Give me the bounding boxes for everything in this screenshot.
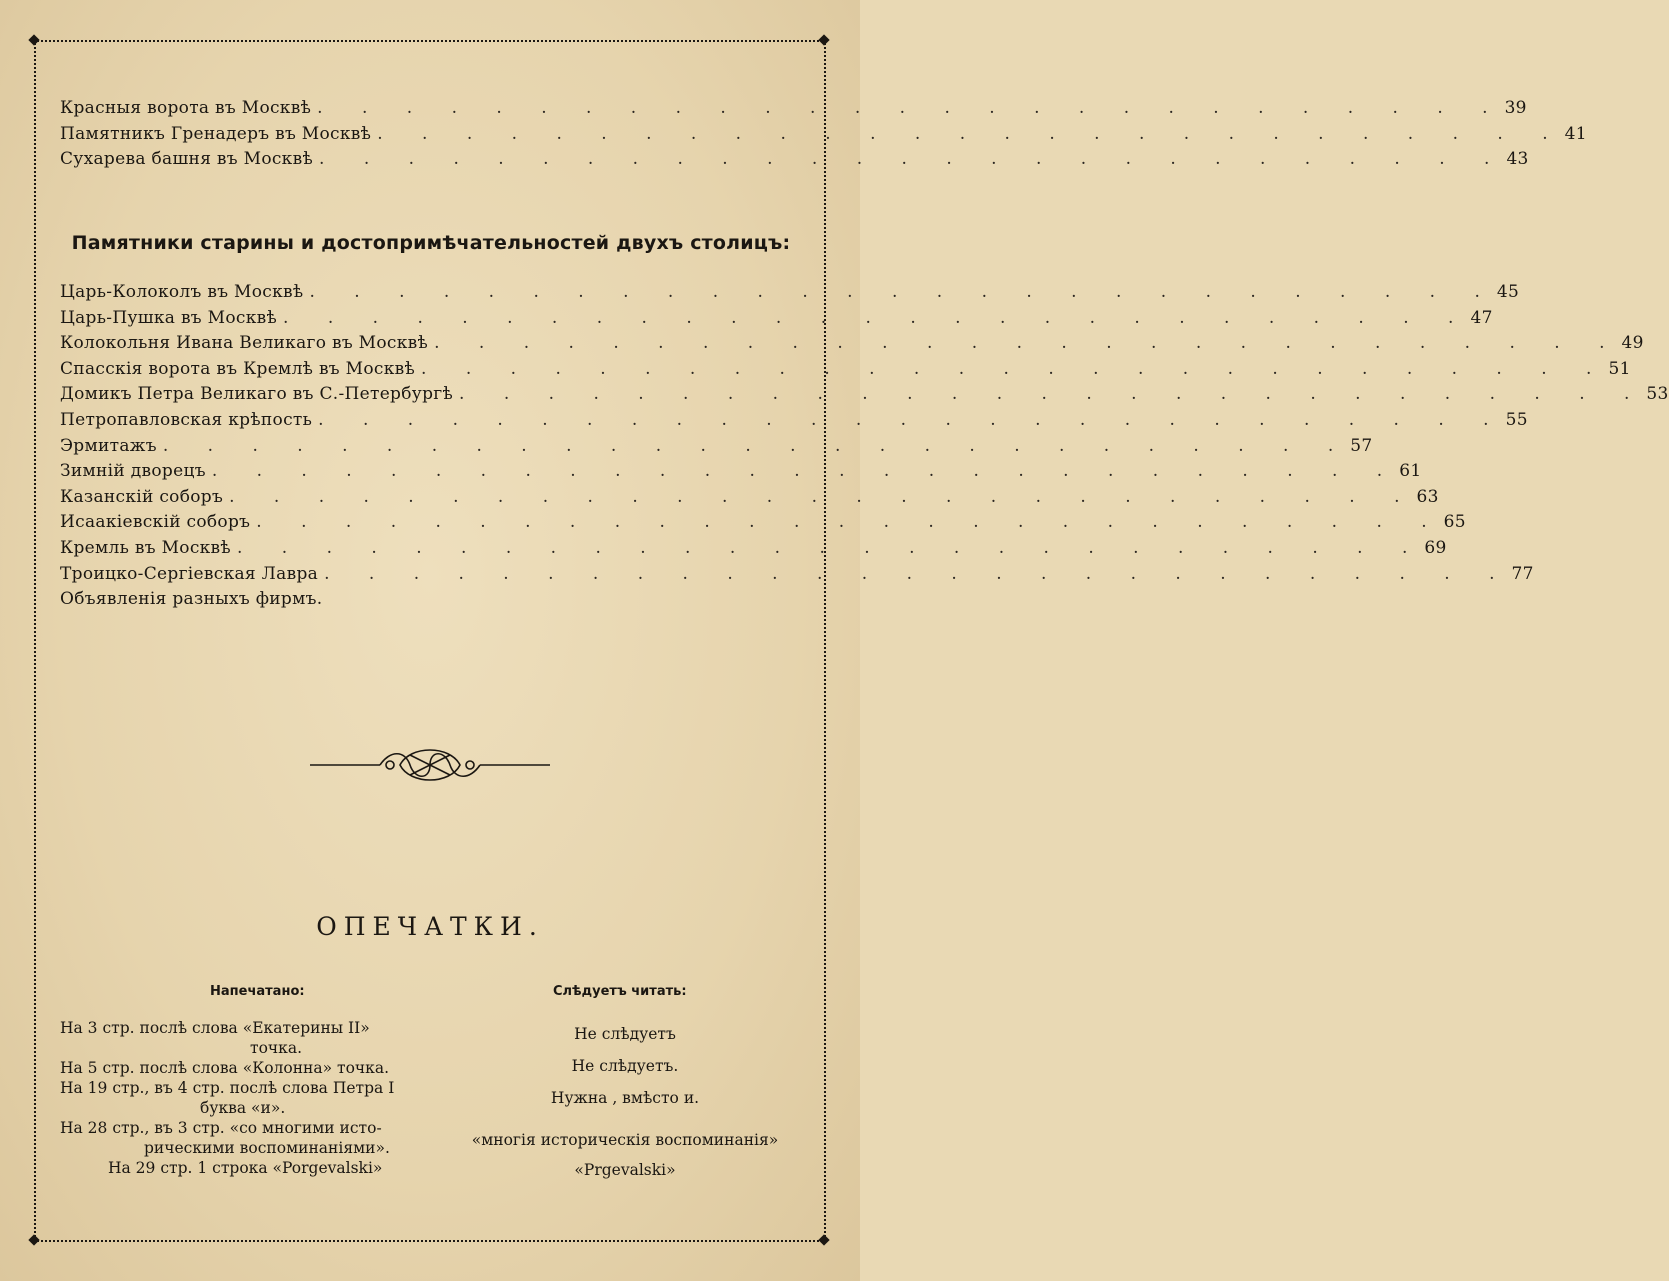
printed-column-header: Напечатано: — [210, 984, 305, 999]
toc-entry — [60, 459, 1422, 485]
errata-correction: Не слѣдуетъ — [574, 1025, 676, 1043]
border-top — [34, 40, 826, 42]
toc-leader: . . . . . . . . . . . . . . . . . . . . . . . . . . . — [229, 486, 1417, 507]
toc-entry — [60, 306, 1493, 332]
toc-title: Колокольня Ивана Великаго въ Москвѣ — [60, 333, 429, 354]
toc-title: Красныя ворота въ Москвѣ — [60, 98, 312, 118]
toc-title: Спасскія ворота въ Кремлѣ въ Москвѣ — [60, 358, 416, 379]
corner-ornament — [28, 1234, 39, 1245]
toc-title: Кремль въ Москвѣ — [60, 537, 231, 558]
toc-title: Объявленія разныхъ фирмъ. — [60, 589, 323, 610]
toc-entry — [60, 510, 1466, 536]
toc-page: 53 — [1646, 384, 1669, 405]
toc-title: Троицко-Сергіевская Лавра — [60, 563, 319, 584]
toc-page: 49 — [1621, 333, 1644, 354]
toc-page: 69 — [1424, 537, 1447, 558]
scroll-ornament-icon — [310, 740, 550, 790]
toc-leader: . . . . . . . . . . . . . . . . . . . . . . . . . . . — [319, 149, 1507, 170]
toc-leader: . . . . . . . . . . . . . . . . . . . . . . . . . . . — [318, 409, 1506, 430]
toc-title: Сухарева башня въ Москвѣ — [60, 149, 314, 170]
contents-top — [60, 96, 1587, 173]
errata-line: На 28 стр., въ 3 стр. «со многими исто- — [60, 1119, 382, 1137]
errata-correction: Нужна , вмѣсто и. — [550, 1089, 700, 1107]
toc-page: 45 — [1496, 282, 1520, 302]
errata-line: На 29 стр. 1 строка «Porgevalski» — [108, 1159, 383, 1177]
toc-page: 77 — [1511, 563, 1534, 584]
errata-line: рическими воспоминаніями». — [144, 1139, 390, 1157]
toc-entry — [60, 357, 1631, 383]
border-right — [824, 40, 826, 1241]
toc-leader: . . . . . . . . . . . . . . . . . . . . . . . . . . . — [162, 435, 1351, 456]
errata-line: На 19 стр., въ 4 стр. послѣ слова Петра I — [60, 1079, 395, 1097]
toc-leader: . . . . . . . . . . . . . . . . . . . . . . . . . . . — [434, 333, 1622, 354]
toc-leader: . . . . . . . . . . . . . . . . . . . . . . . . . . . — [421, 358, 1609, 379]
toc-page: 51 — [1608, 358, 1631, 379]
toc-entry — [60, 434, 1373, 460]
errata-line: На 5 стр. послѣ слова «Колонна» точка. — [60, 1059, 390, 1077]
toc-page: 65 — [1443, 512, 1466, 533]
toc-page: 57 — [1350, 435, 1373, 456]
border-bottom — [34, 1240, 826, 1242]
toc-entry — [60, 122, 1587, 148]
toc-page: 43 — [1506, 149, 1529, 170]
toc-entry — [60, 96, 1527, 122]
toc-page: 55 — [1505, 409, 1528, 430]
toc-page: 63 — [1416, 486, 1439, 507]
border-left — [34, 40, 36, 1241]
toc-leader: . . . . . . . . . . . . . . . . . . . . . . . . . . . — [211, 461, 1400, 482]
toc-page: 61 — [1399, 461, 1422, 482]
toc-page: 47 — [1470, 307, 1493, 328]
toc-entry — [60, 382, 1669, 408]
errata-printed — [60, 1018, 450, 1178]
toc-leader: . . . . . . . . . . . . . . . . . . . . . . . . . . . — [377, 123, 1565, 144]
toc-title: Царь-Пушка въ Москвѣ — [60, 307, 278, 328]
toc-title: Петропавловская крѣпость — [60, 409, 313, 430]
errata-line: точка. — [250, 1039, 303, 1057]
corner-ornament — [818, 1234, 829, 1245]
errata-line: буква «и». — [200, 1099, 286, 1117]
errata-title: ОПЕЧАТКИ. — [316, 912, 544, 941]
toc-page: 41 — [1564, 123, 1587, 144]
toc-entry — [60, 562, 1534, 588]
toc-leader: . . . . . . . . . . . . . . . . . . . . . . . . . . . — [236, 537, 1425, 558]
toc-title: Царь-Колоколъ въ Москвѣ — [60, 282, 304, 302]
toc-entry — [60, 485, 1439, 511]
toc-title: Исаакіевскій соборъ — [60, 512, 251, 533]
toc-page: 39 — [1504, 98, 1527, 118]
toc-title: Эрмитажъ — [60, 435, 157, 456]
toc-leader: . . . . . . . . . . . . . . . . . . . . . . . . . . . — [256, 512, 1444, 533]
toc-leader: . . . . . . . . . . . . . . . . . . . . . . . . . . . — [309, 282, 1497, 302]
toc-leader: . . . . . . . . . . . . . . . . . . . . . . . . . . . — [324, 563, 1512, 584]
errata-correction: «Prgevalski» — [574, 1161, 676, 1179]
toc-entry — [60, 147, 1529, 173]
corner-ornament — [28, 34, 39, 45]
section-heading: Памятники старины и достопримѣчательностей двухъ столицъ: — [71, 232, 791, 254]
toc-leader: . . . . . . . . . . . . . . . . . . . . . . . . . . . — [459, 384, 1647, 405]
toc-entry — [60, 587, 802, 613]
contents-section — [60, 280, 1669, 613]
errata-correction: «многія историческія воспоминанія» — [471, 1131, 779, 1149]
toc-title: Памятникъ Гренадеръ въ Москвѣ — [60, 123, 372, 144]
errata-line: На 3 стр. послѣ слова «Екатерины II» — [60, 1019, 370, 1037]
toc-entry — [60, 408, 1528, 434]
toc-leader: . . . . . . . . . . . . . . . . . . . . . . . . . . . — [317, 98, 1505, 118]
toc-title: Казанскій соборъ — [60, 486, 224, 507]
toc-entry — [60, 280, 1520, 306]
toc-entry — [60, 536, 1447, 562]
toc-title: Зимній дворецъ — [60, 461, 206, 482]
toc-leader: . . . . . . . . . . . . . . . . . . . . . . . . . . . — [283, 307, 1471, 328]
toc-title: Домикъ Петра Великаго въ С.-Петербургѣ — [60, 384, 454, 405]
errata-correction: Не слѣдуетъ. — [571, 1057, 679, 1075]
corner-ornament — [818, 34, 829, 45]
correction-column-header: Слѣдуетъ читать: — [553, 984, 687, 999]
toc-entry — [60, 331, 1644, 357]
